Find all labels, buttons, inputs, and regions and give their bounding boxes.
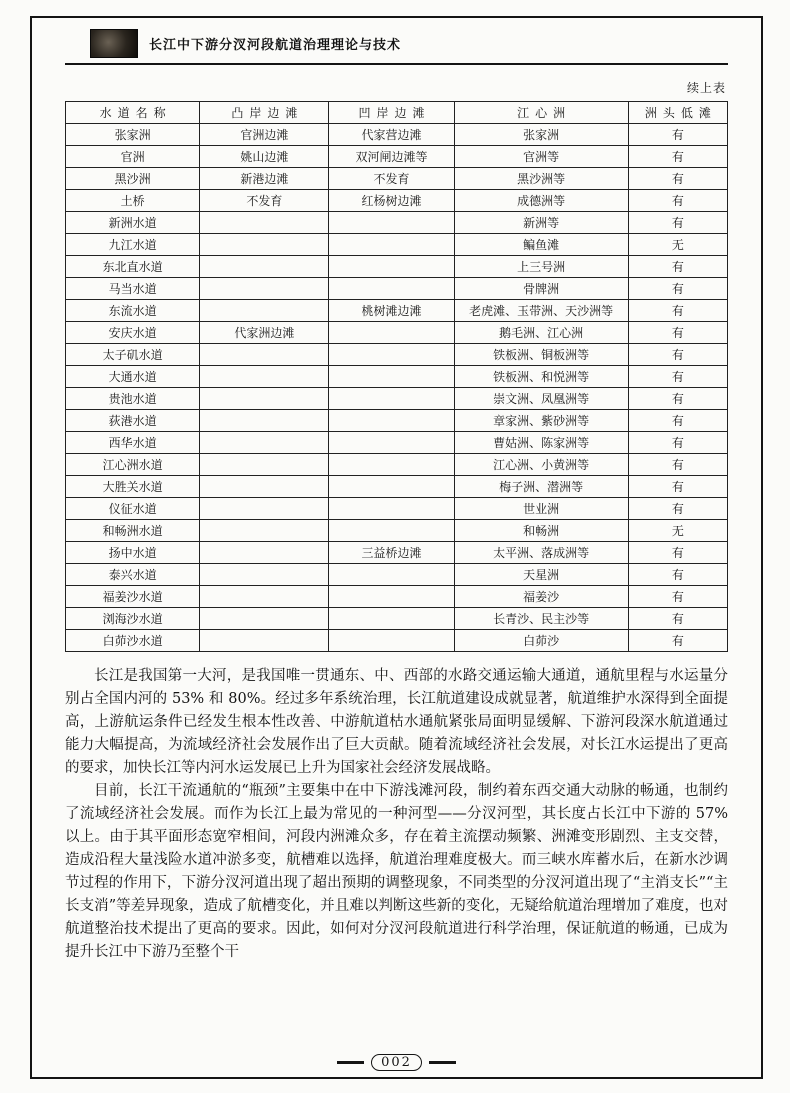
table-cell: 贵池水道 <box>66 388 200 410</box>
waterway-table <box>65 101 728 652</box>
table-row <box>66 366 728 388</box>
table-body <box>66 124 728 652</box>
table-row <box>66 124 728 146</box>
table-cell: 曹姑洲、陈家洲等 <box>454 432 628 454</box>
table-cell <box>329 212 454 234</box>
table-cell: 江心洲水道 <box>66 454 200 476</box>
table-cell <box>200 366 329 388</box>
table-row <box>66 542 728 564</box>
table-row <box>66 190 728 212</box>
table-cell: 成德洲等 <box>454 190 628 212</box>
table-cell <box>200 476 329 498</box>
table-row <box>66 300 728 322</box>
table-cell: 东流水道 <box>66 300 200 322</box>
table-cell: 有 <box>628 586 727 608</box>
paragraph-overview: 长江是我国第一大河，是我国唯一贯通东、中、西部的水路交通运输大通道，通航里程与水运量分别占全国内河的 53% 和 80%。经过多年系统治理，长江航道建设成就显著，航道维护水深得到全面提高，上游航运条件已经发生根本性改善、中游航道枯水通航紧张局面明显缓解、下游河段深水航道通过能力大幅提高，为流域经济社会发展作出了巨大贡献。随着流域经济社会发展，对长江水运提出了更高的要求，加快长江等内河水运发展已上升为国家社会经济发展战略。 <box>65 668 728 776</box>
table-cell <box>200 608 329 630</box>
table-cell: 有 <box>628 410 727 432</box>
table-row <box>66 388 728 410</box>
table-cell: 无 <box>628 234 727 256</box>
table-cell <box>329 476 454 498</box>
table-cell: 太子矶水道 <box>66 344 200 366</box>
table-cell <box>329 454 454 476</box>
table-cell: 泰兴水道 <box>66 564 200 586</box>
table-cell <box>329 630 454 652</box>
table-cell: 有 <box>628 212 727 234</box>
table-cell: 天星洲 <box>454 564 628 586</box>
table-cell <box>329 278 454 300</box>
table-cell: 姚山边滩 <box>200 146 329 168</box>
table-cell: 崇文洲、凤凰洲等 <box>454 388 628 410</box>
table-column-header: 水道名称 <box>66 102 200 124</box>
table-cell <box>200 520 329 542</box>
table-cell <box>200 278 329 300</box>
table-cell: 鳊鱼滩 <box>454 234 628 256</box>
table-row <box>66 410 728 432</box>
table-cell: 无 <box>628 520 727 542</box>
table-cell: 骨牌洲 <box>454 278 628 300</box>
table-cell: 不发育 <box>329 168 454 190</box>
table-row <box>66 168 728 190</box>
table-column-header: 江心洲 <box>454 102 628 124</box>
table-cell <box>329 322 454 344</box>
table-cell <box>200 454 329 476</box>
table-cell: 世业洲 <box>454 498 628 520</box>
table-continuation-note: 续上表 <box>686 81 726 95</box>
table-cell <box>200 498 329 520</box>
table-cell <box>200 432 329 454</box>
table-cell: 有 <box>628 256 727 278</box>
table-cell: 仪征水道 <box>66 498 200 520</box>
table-cell: 三益桥边滩 <box>329 542 454 564</box>
table-cell: 西华水道 <box>66 432 200 454</box>
table-cell <box>329 586 454 608</box>
body-text <box>65 665 728 964</box>
table-cell <box>200 542 329 564</box>
table-row <box>66 520 728 542</box>
table-header-row <box>66 102 728 124</box>
table-cell: 马当水道 <box>66 278 200 300</box>
table-cell: 代家洲边滩 <box>200 322 329 344</box>
page-footer <box>32 1054 761 1071</box>
table-row <box>66 630 728 652</box>
table-cell: 大胜关水道 <box>66 476 200 498</box>
table-cell: 不发育 <box>200 190 329 212</box>
table-cell: 土桥 <box>66 190 200 212</box>
table-cell: 代家营边滩 <box>329 124 454 146</box>
table-cell: 有 <box>628 432 727 454</box>
table-cell: 官洲等 <box>454 146 628 168</box>
table-cell: 有 <box>628 388 727 410</box>
paragraph-problem: 目前，长江干流通航的“瓶颈”主要集中在中下游浅滩河段，制约着东西交通大动脉的畅通，也制约了流域经济社会发展。而作为长江上最为常见的一种河型——分汊河型，其长度占长江中下游的 57% 以上。由于其平面形态宽窄相间，河段内洲滩众多，存在着主流摆动频繁、洲滩变形剧烈、主支交替，造成沿程大量浅险水道冲淤多变，航槽难以选择，航道治理难度极大。而三峡水库蓄水后，在新水沙调节过程的作用下，下游分汊河道出现了超出预期的调整现象，不同类型的分汊河道出现了“主消支长”“主长支消”等差异现象，造成了航槽变化，并且难以判断这些新的变化，无疑给航道治理增加了难度，也对航道整治技术提出了更高的要求。因此，如何对分汊河段航道进行科学治理，保证航道的畅通，已成为提升长江中下游乃至整个干 <box>65 783 728 960</box>
table-cell <box>329 608 454 630</box>
table-column-header: 洲头低滩 <box>628 102 727 124</box>
table-cell: 太平洲、落成洲等 <box>454 542 628 564</box>
table-cell: 鹅毛洲、江心洲 <box>454 322 628 344</box>
page-number: 002 <box>371 1054 422 1071</box>
table-cell: 福姜沙水道 <box>66 586 200 608</box>
table-cell: 张家洲 <box>454 124 628 146</box>
table-cell: 有 <box>628 608 727 630</box>
table-cell: 有 <box>628 168 727 190</box>
table-cell: 上三号洲 <box>454 256 628 278</box>
table-cell <box>200 300 329 322</box>
table-cell: 有 <box>628 454 727 476</box>
table-cell: 梅子洲、潜洲等 <box>454 476 628 498</box>
table-cell: 新洲水道 <box>66 212 200 234</box>
table-cell: 有 <box>628 366 727 388</box>
table-row <box>66 256 728 278</box>
footer-right-dash <box>429 1061 456 1064</box>
table-cell <box>200 410 329 432</box>
table-cell: 铁板洲、铜板洲等 <box>454 344 628 366</box>
table-row <box>66 322 728 344</box>
table-cell <box>329 564 454 586</box>
header-photo-icon <box>91 30 137 57</box>
table-cell: 新港边滩 <box>200 168 329 190</box>
page-border-frame <box>30 16 763 1079</box>
table-row <box>66 454 728 476</box>
table-cell: 有 <box>628 564 727 586</box>
table-cell: 长青沙、民主沙等 <box>454 608 628 630</box>
table-cell: 有 <box>628 146 727 168</box>
table-cell <box>329 520 454 542</box>
table-cell <box>329 432 454 454</box>
table-cell: 有 <box>628 300 727 322</box>
table-cell: 有 <box>628 124 727 146</box>
table-cell: 有 <box>628 344 727 366</box>
table-cell: 有 <box>628 476 727 498</box>
page-header <box>65 28 728 65</box>
table-cell: 黑沙洲 <box>66 168 200 190</box>
book-title: 长江中下游分汊河段航道治理理论与技术 <box>149 38 402 53</box>
table-cell <box>329 366 454 388</box>
table-cell: 有 <box>628 542 727 564</box>
table-cell: 有 <box>628 278 727 300</box>
table-cell: 浏海沙水道 <box>66 608 200 630</box>
table-cell: 扬中水道 <box>66 542 200 564</box>
table-cell: 官洲边滩 <box>200 124 329 146</box>
table-cell <box>200 630 329 652</box>
table-cell: 有 <box>628 630 727 652</box>
table-cell <box>200 564 329 586</box>
table-cell <box>329 344 454 366</box>
table-row <box>66 476 728 498</box>
table-cell: 白茆沙 <box>454 630 628 652</box>
table-cell <box>329 256 454 278</box>
table-cell <box>200 388 329 410</box>
table-cell: 官洲 <box>66 146 200 168</box>
table-cell <box>200 344 329 366</box>
table-column-header: 凸岸边滩 <box>200 102 329 124</box>
footer-left-dash <box>337 1061 364 1064</box>
table-cell <box>329 410 454 432</box>
table-cell: 黑沙洲等 <box>454 168 628 190</box>
table-cell: 新洲等 <box>454 212 628 234</box>
table-cell <box>329 498 454 520</box>
table-cell: 有 <box>628 190 727 212</box>
table-row <box>66 586 728 608</box>
table-row <box>66 234 728 256</box>
table-cell <box>200 212 329 234</box>
table-cell: 红杨树边滩 <box>329 190 454 212</box>
table-header <box>66 102 728 124</box>
table-cell: 桃树滩边滩 <box>329 300 454 322</box>
table-cell: 老虎滩、玉带洲、天沙洲等 <box>454 300 628 322</box>
table-row <box>66 432 728 454</box>
table-cell: 安庆水道 <box>66 322 200 344</box>
table-cell <box>200 234 329 256</box>
table-row <box>66 278 728 300</box>
table-cell: 章家洲、紫砂洲等 <box>454 410 628 432</box>
table-cell: 有 <box>628 322 727 344</box>
table-cell: 荻港水道 <box>66 410 200 432</box>
table-cell: 江心洲、小黄洲等 <box>454 454 628 476</box>
table-row <box>66 608 728 630</box>
table-column-header: 凹岸边滩 <box>329 102 454 124</box>
table-cell: 有 <box>628 498 727 520</box>
table-cell: 九江水道 <box>66 234 200 256</box>
table-row <box>66 212 728 234</box>
table-cell: 大通水道 <box>66 366 200 388</box>
table-cell: 和畅洲 <box>454 520 628 542</box>
table-cell <box>200 256 329 278</box>
table-cell: 白茆沙水道 <box>66 630 200 652</box>
table-cell <box>329 388 454 410</box>
table-cell: 铁板洲、和悦洲等 <box>454 366 628 388</box>
table-row <box>66 146 728 168</box>
table-cell: 张家洲 <box>66 124 200 146</box>
table-cell: 和畅洲水道 <box>66 520 200 542</box>
table-cell: 福姜沙 <box>454 586 628 608</box>
table-cell: 东北直水道 <box>66 256 200 278</box>
table-cell <box>329 234 454 256</box>
table-cell <box>200 586 329 608</box>
table-row <box>66 498 728 520</box>
table-row <box>66 564 728 586</box>
table-cell: 双河闸边滩等 <box>329 146 454 168</box>
table-row <box>66 344 728 366</box>
